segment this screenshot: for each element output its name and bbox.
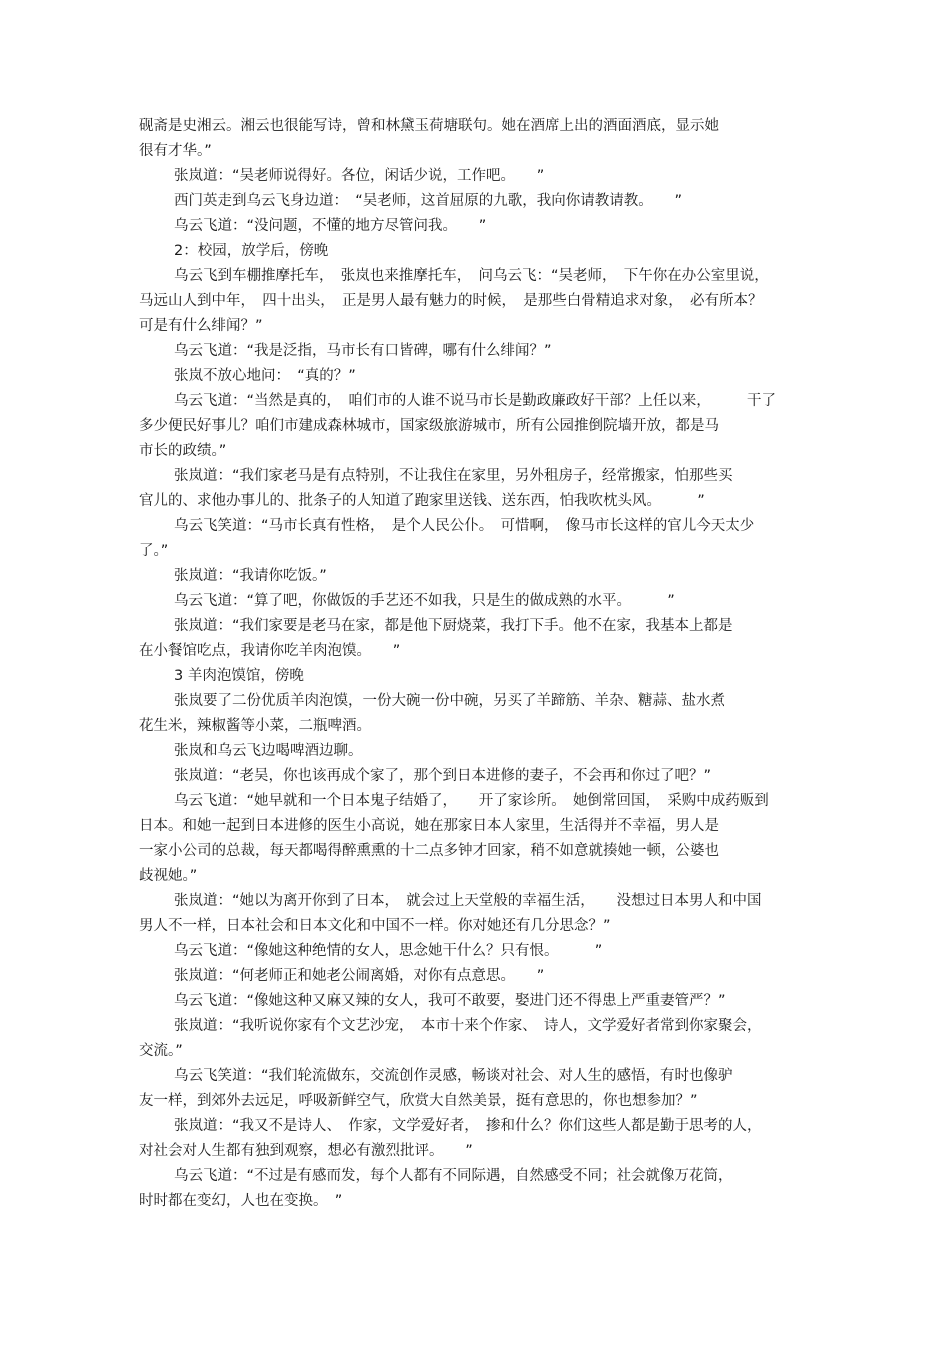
text-line: 张岚道：“我们家老马是有点特别，不让我住在家里，另外租房子，经常搬家，怕那些买 (174, 468, 733, 484)
text-line: 友一样，到郊外去远足，呼吸新鲜空气，欣赏大自然美景，挺有意思的，你也想参加？” (139, 1093, 698, 1109)
text-line: 歧视她。” (139, 868, 198, 884)
paragraph (139, 1114, 819, 1139)
paragraph (139, 1189, 819, 1214)
text-line: 乌云飞道：“算了吧，你做饭的手艺还不如我，只是生的做成熟的水平。 ” (174, 593, 675, 609)
text-line: 乌云飞道：“像她这种绝情的女人，思念她干什么？只有恨。 ” (174, 943, 603, 959)
paragraph (139, 189, 819, 214)
paragraph (139, 939, 819, 964)
text-line: 张岚要了二份优质羊肉泡馍，一份大碗一份中碗，另买了羊蹄筋、羊杂、糖蒜、盐水煮 (174, 693, 725, 709)
text-line: 市长的政绩。” (139, 443, 227, 459)
text-line: 乌云飞道：“她早就和一个日本鬼子结婚了， 开了家诊所。 她倒常回国， 采购中成药贩到 (174, 793, 769, 809)
paragraph (139, 214, 819, 239)
paragraph (139, 339, 819, 364)
paragraph (139, 1139, 819, 1164)
paragraph (139, 1164, 819, 1189)
text-line: 马远山人到中年， 四十出头， 正是男人最有魅力的时候， 是那些白骨精追求对象， 必有所本？ (139, 293, 763, 309)
text-line: 男人不一样，日本社会和日本文化和中国不一样。你对她还有几分思念？” (139, 918, 611, 934)
text-line: 砚斋是史湘云。湘云也很能写诗，曾和林黛玉荷塘联句。她在酒席上出的酒面酒底，显示她 (139, 118, 719, 134)
text-line: 乌云飞道：“我是泛指，马市长有口皆碑，哪有什么绯闻？” (174, 343, 552, 359)
paragraph (139, 714, 819, 739)
text-line: 张岚不放心地问： “真的？” (174, 368, 356, 384)
paragraph (139, 389, 819, 414)
text-line: 乌云飞到车棚推摩托车， 张岚也来推摩托车， 问乌云飞：“吴老师， 下午你在办公室里说， (174, 268, 769, 284)
paragraph (139, 489, 819, 514)
paragraph (139, 514, 819, 539)
paragraph (139, 239, 819, 264)
paragraph (139, 614, 819, 639)
paragraph (139, 964, 819, 989)
text-line: 乌云飞道：“不过是有感而发，每个人都有不同际遇，自然感受不同；社会就像万花筒， (174, 1168, 733, 1184)
text-line: 一家小公司的总裁，每天都喝得醉熏熏的十二点多钟才回家，稍不如意就揍她一顿，公婆也 (139, 843, 719, 859)
text-line: 张岚道：“老吴，你也该再成个家了，那个到日本进修的妻子，不会再和你过了吧？” (174, 768, 712, 784)
text-line: 很有才华。” (139, 143, 212, 159)
text-line: 张岚道：“吴老师说得好。各位，闲话少说，工作吧。 ” (174, 168, 545, 184)
paragraph (139, 1039, 819, 1064)
paragraph (139, 739, 819, 764)
text-line: 乌云飞笑道：“我们轮流做东，交流创作灵感，畅谈对社会、对人生的感悟，有时也像驴 (174, 1068, 733, 1084)
paragraph (139, 1014, 819, 1039)
paragraph (139, 664, 819, 689)
text-line: 在小餐馆吃点，我请你吃羊肉泡馍。 ” (139, 643, 401, 659)
text-line: 张岚和乌云飞边喝啤酒边聊。 (174, 743, 363, 759)
text-line: 可是有什么绯闻？” (139, 318, 263, 334)
paragraph (139, 114, 819, 164)
paragraph (139, 789, 819, 814)
text-line: 时时都在变幻，人也在变换。 ” (139, 1193, 343, 1209)
text-line: 多少便民好事儿？咱们市建成森林城市，国家级旅游城市，所有公园推倒院墙开放，都是马 (139, 418, 719, 434)
paragraph (139, 364, 819, 389)
text-line: 日本。和她一起到日本进修的医生小高说，她在那家日本人家里，生活得并不幸福，男人是 (139, 818, 719, 834)
text-line: 了。” (139, 543, 169, 559)
text-line: 张岚道：“她以为离开你到了日本， 就会过上天堂般的幸福生活， 没想过日本男人和中国 (174, 893, 762, 909)
text-line: 张岚道：“我听说你家有个文艺沙宠， 本市十来个作家、 诗人，文学爱好者常到你家聚会， (174, 1018, 762, 1034)
text-line: 乌云飞道：“像她这种又麻又辣的女人，我可不敢要，娶进门还不得患上严重妻管严？” (174, 993, 726, 1009)
text-line: 官儿的、求他办事儿的、批条子的人知道了跑家里送钱、送东西，怕我吹枕头风。 ” (139, 493, 705, 509)
paragraph (139, 564, 819, 589)
text-line: 西门英走到乌云飞身边道： “吴老师，这首屈原的九歌，我向你请教请教。 ” (174, 193, 683, 209)
paragraph (139, 414, 819, 464)
text-line: 2：校园，放学后，傍晚 (174, 243, 329, 259)
paragraph (139, 639, 819, 664)
paragraph (139, 764, 819, 789)
paragraph (139, 989, 819, 1014)
paragraph (139, 1064, 819, 1089)
text-line: 张岚道：“何老师正和她老公闹离婚，对你有点意思。 ” (174, 968, 545, 984)
text-line: 对社会对人生都有独到观察，想必有激烈批评。 ” (139, 1143, 473, 1159)
paragraph (139, 589, 819, 614)
text-line: 3 羊肉泡馍馆，傍晚 (174, 668, 304, 684)
paragraph (139, 464, 819, 489)
paragraph (139, 814, 819, 889)
paragraph (139, 689, 819, 714)
paragraph (139, 889, 819, 914)
text-line: 花生米，辣椒酱等小菜，二瓶啤酒。 (139, 718, 371, 734)
paragraph (139, 539, 819, 564)
document-body (139, 114, 819, 1214)
text-line: 交流。” (139, 1043, 183, 1059)
text-line: 张岚道：“我又不是诗人、 作家，文学爱好者， 掺和什么？你们这些人都是勤于思考的人， (174, 1118, 762, 1134)
text-line: 乌云飞笑道：“马市长真有性格， 是个人民公仆。 可惜啊， 像马市长这样的官儿今天太少 (174, 518, 755, 534)
paragraph (139, 289, 819, 339)
text-line: 乌云飞道：“没问题，不懂的地方尽管问我。 ” (174, 218, 487, 234)
paragraph (139, 1089, 819, 1114)
paragraph (139, 264, 819, 289)
paragraph (139, 914, 819, 939)
text-line: 乌云飞道：“当然是真的， 咱们市的人谁不说马市长是勤政廉政好干部？上任以来， 干了 (174, 393, 777, 409)
paragraph (139, 164, 819, 189)
text-line: 张岚道：“我请你吃饭。” (174, 568, 327, 584)
text-line: 张岚道：“我们家要是老马在家，都是他下厨烧菜，我打下手。他不在家，我基本上都是 (174, 618, 733, 634)
